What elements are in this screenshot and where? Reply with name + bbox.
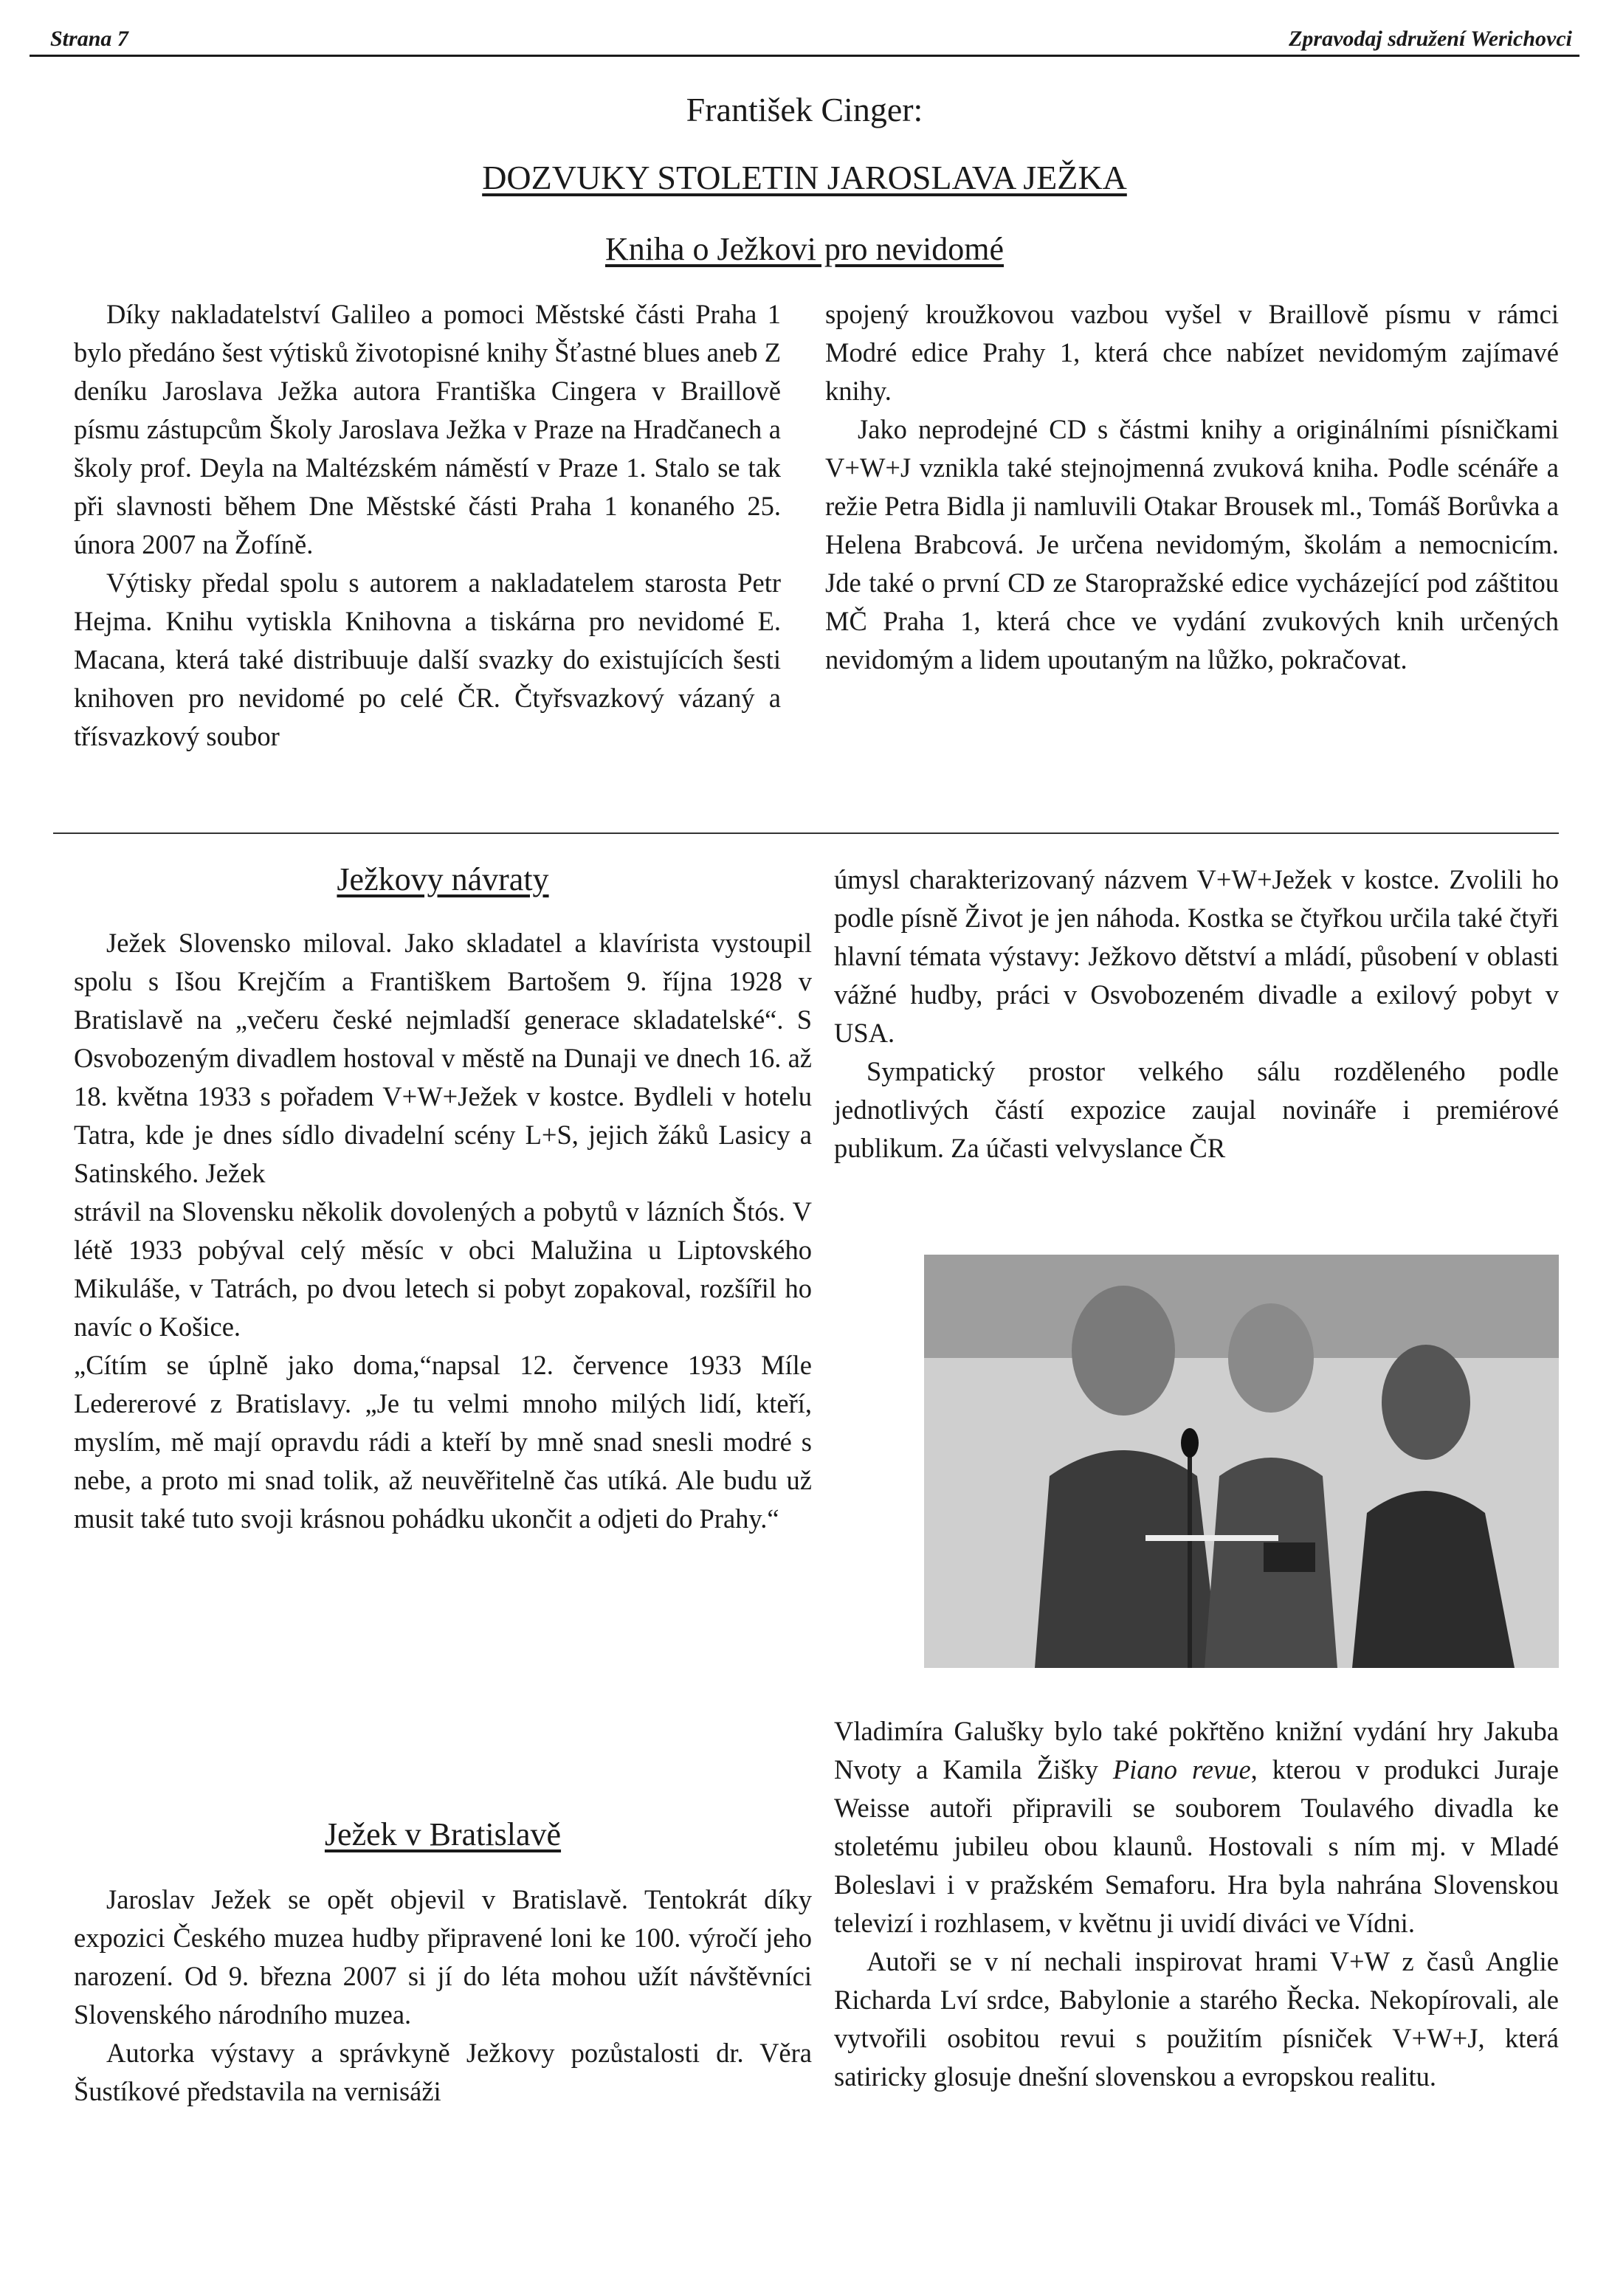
paragraph: Ježek Slovensko miloval. Jako skladatel a klavírista vystoupil spolu s Išou Krejčím a Františkem Bartošem 9. října 1928 v Bratislavě na „večeru české nejmladší generace skladatelské“. S Osvobozeným divadlem hostoval v městě na Dunaji ve dnech 16. až 18. května 1933 s pořadem V+W+Ježek v kostce. Bydleli v hotelu Tatra, kde je dnes sídlo divadelní scény L+S, jejich žáků Lasicy a Satinského. Ježek [74,928,812,1188]
section-divider [53,832,1559,834]
publication-name: Zpravodaj sdružení Werichovci [1289,27,1572,51]
section2-column [74,924,812,1538]
page-header [30,21,1579,57]
paragraph: „Cítím se úplně jako doma,“napsal 12. července 1933 Míle Ledererové z Bratislavy. „Je tu velmi mnoho milých lidí, kteří, myslím, mě mají opravdu rádi a kteří by mně snad snesli modré s nebe, a proto mi snad tolik, až neuvěřitelně čas utíká. Ale budu už musit také tuto svoji krásnou pohádku ukončit a odjeti do Prahy.“ [74,1350,812,1534]
article-author: František Cinger: [686,91,923,128]
paragraph: spojený kroužkovou vazbou vyšel v Braillově písmu v rámci Modré edice Prahy 1, která chce nabízet nevidomým zajímavé knihy. [825,299,1559,406]
paragraph: úmysl charakterizovaný názvem V+W+Ježek v kostce. Zvolili ho podle písně Život je jen náhoda. Kostka se čtyřkou určila také čtyři hlavní témata výstavy: Ježkovo dětství a mládí, působení v oblasti vážné hudby, práci v Osvobozeném divadle a exilový pobyt v USA. [834,864,1559,1048]
section1-left-column [74,295,781,756]
paragraph: Jaroslav Ježek se opět objevil v Bratislavě. Tentokrát díky expozici Českého muzea hudby připravené loni ke 100. výročí jeho narození. Od 9. března 2007 si jí do léta mohou užít návštěvníci Slovenského národního muzea. [74,1884,812,2030]
text-run: , kterou v produkci Juraje Weisse autoři připravili se souborem Toulavého divadla ke stoletému jubileu obou klaunů. Hostovali s ním mj. v Mladé Boleslavi i v pražském Semaforu. Hra byla nahrána Slovenskou televizí i rozhlasem, v květnu ji uvidí diváci ve Vídni. [834,1754,1559,1938]
photo-illustration [924,1255,1559,1668]
paragraph: Jako neprodejné CD s částmi knihy a originálními písničkami V+W+J vznikla také stejnojmenná zvuková kniha. Podle scénáře a režie Petra Bidla ji namluvili Otakar Brousek ml., Tomáš Borůvka a Helena Brabcová. Je určena nevidomým, školám a nemocnicím. Jde také o první CD ze Staropražské edice vycházející pod záštitou MČ Praha 1, která chce ve vydání zvukových knih určených nevidomým a lidem upoutaným na lůžko, pokračovat. [825,414,1559,675]
section3-column [74,1880,812,2111]
play-title: Piano revue [1112,1754,1251,1785]
paragraph: Autoři se v ní nechali inspirovat hrami V+W z časů Anglie Richarda Lví srdce, Babylonie a starého Řecka. Nekopírovali, ale vytvořili osobitou revui s použitím písniček V+W+J, která satiricky glosuje dnešní slovenskou a evropskou realitu. [834,1946,1559,2092]
section-heading-returns: Ježkovy návraty [337,861,549,897]
article-title: DOZVUKY STOLETIN JAROSLAVA JEŽKA [482,159,1127,196]
section-heading-bratislava: Ježek v Bratislavě [324,1816,562,1852]
event-photo [924,1255,1559,1668]
paragraph: Díky nakladatelství Galileo a pomoci Městské části Praha 1 bylo předáno šest výtisků životopisné knihy Šťastné blues aneb Z deníku Jaroslava Ježka autora Františka Cingera v Braillově písmu zástupcům Školy Jaroslava Ježka v Praze na Hradčanech a školy prof. Deyla na Maltézském náměstí v Praze 1. Stalo se tak při slavnosti během Dne Městské části Praha 1 konaného 25. února 2007 na Žofíně. [74,299,781,559]
right-column-bottom [834,1712,1559,2096]
section1-right-column [825,295,1559,679]
page-number: Strana 7 [50,27,128,51]
paragraph: strávil na Slovensku několik dovolených a pobytů v lázních Štós. V létě 1933 pobýval celý měsíc v obci Malužina u Liptovského Mikuláše, v Tatrách, po dvou letech si pobyt zopakoval, rozšířil ho navíc o Košice. [74,1196,812,1342]
paragraph: Autorka výstavy a správkyně Ježkovy pozůstalosti dr. Věra Šustíkové představila na vernisáži [74,2038,812,2106]
section-heading-braille-book: Kniha o Ježkovi pro nevidomé [604,231,1005,267]
right-column-top [834,861,1559,1168]
paragraph: Sympatický prostor velkého sálu rozděleného podle jednotlivých částí expozice zaujal novináře i premiérové publikum. Za účasti velvyslance ČR [834,1056,1559,1163]
paragraph [834,1712,1559,1942]
paragraph: Výtisky předal spolu s autorem a nakladatelem starosta Petr Hejma. Knihu vytiskla Knihovna a tiskárna pro nevidomé E. Macana, která také distribuuje další svazky do existujících šesti knihoven pro nevidomé po celé ČR. Čtyřsvazkový vázaný a třísvazkový soubor [74,568,781,751]
text-run: Vladimíra Galušky bylo také pokřtěno knižní vydání hry Jakuba Nvoty a Kamila Žišky [834,1716,1559,1785]
